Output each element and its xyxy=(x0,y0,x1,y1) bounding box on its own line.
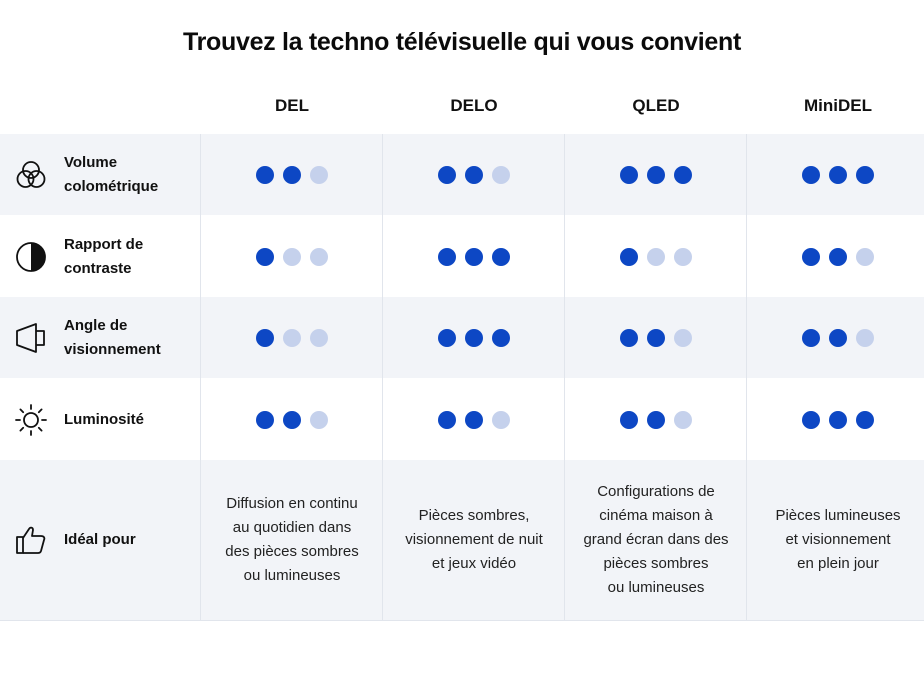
rating-dot-filled xyxy=(802,166,820,184)
rating-dot-filled xyxy=(829,329,847,347)
rating-dot-empty xyxy=(283,329,301,347)
row-label-cell xyxy=(0,460,200,620)
color-volume-icon xyxy=(14,158,48,192)
comparison-row-brightness xyxy=(0,379,924,460)
ideal-text: Pièces sombres, visionnement de nuit et jeux vidéo xyxy=(405,507,543,572)
table-bottom-border xyxy=(0,620,924,621)
rating-dot-empty xyxy=(310,166,328,184)
comparison-row-color-volume xyxy=(0,134,924,215)
rating-dots xyxy=(256,248,328,266)
rating-dots xyxy=(438,411,510,429)
rating-cell xyxy=(201,297,383,378)
ideal-cell-del xyxy=(201,460,383,620)
contrast-icon xyxy=(14,240,48,274)
rating-dot-filled xyxy=(674,166,692,184)
rating-dot-filled xyxy=(620,411,638,429)
rating-dot-filled xyxy=(856,166,874,184)
rating-dot-filled xyxy=(438,248,456,266)
rating-cell xyxy=(747,379,924,460)
column-header-qled: QLED xyxy=(632,96,680,115)
rating-cell xyxy=(383,216,565,297)
row-label: Angle de visionnement xyxy=(64,316,161,358)
rating-dot-filled xyxy=(647,329,665,347)
rating-dot-filled xyxy=(465,329,483,347)
rating-dot-filled xyxy=(620,248,638,266)
rating-dots xyxy=(620,411,692,429)
rating-dot-filled xyxy=(256,166,274,184)
rating-dot-empty xyxy=(674,248,692,266)
column-divider xyxy=(382,134,383,620)
row-label-cell xyxy=(0,134,200,215)
rating-dot-empty xyxy=(647,248,665,266)
comparison-row-contrast xyxy=(0,216,924,297)
column-header-delo: DELO xyxy=(450,96,498,115)
row-label: Volume colométrique xyxy=(64,153,159,195)
rating-dot-empty xyxy=(674,329,692,347)
rating-cell xyxy=(565,379,747,460)
row-label-cell xyxy=(0,297,200,378)
rating-dot-filled xyxy=(283,411,301,429)
rating-dot-filled xyxy=(620,329,638,347)
column-divider xyxy=(200,134,201,620)
column-divider xyxy=(746,134,747,620)
rating-dot-filled xyxy=(492,248,510,266)
rating-dot-filled xyxy=(802,248,820,266)
rating-dots xyxy=(802,166,874,184)
rating-cell xyxy=(747,216,924,297)
rating-cell xyxy=(201,216,383,297)
rating-cell xyxy=(747,297,924,378)
rating-cell xyxy=(383,134,565,215)
rating-dot-filled xyxy=(802,411,820,429)
rating-dots xyxy=(802,411,874,429)
rating-dot-empty xyxy=(856,329,874,347)
rating-dots xyxy=(620,248,692,266)
ideal-cell-minidel xyxy=(747,460,924,620)
rating-dots xyxy=(438,248,510,266)
rating-dots xyxy=(438,329,510,347)
column-header-del: DEL xyxy=(275,96,309,115)
rating-dot-empty xyxy=(492,166,510,184)
rating-cell xyxy=(747,134,924,215)
row-label: Luminosité xyxy=(64,410,145,428)
ideal-text: Pièces lumineuses et visionnement en plein jour xyxy=(775,507,901,572)
rating-dot-filled xyxy=(283,166,301,184)
rating-dot-empty xyxy=(310,248,328,266)
rating-cell xyxy=(383,379,565,460)
rating-cell xyxy=(201,134,383,215)
rating-dot-filled xyxy=(647,411,665,429)
viewing-angle-icon xyxy=(14,321,48,355)
rating-dot-empty xyxy=(283,248,301,266)
rating-dots xyxy=(620,329,692,347)
rating-dots xyxy=(256,411,328,429)
brightness-icon xyxy=(14,403,48,437)
rating-dot-filled xyxy=(256,411,274,429)
rating-dot-filled xyxy=(465,166,483,184)
rating-dot-filled xyxy=(829,411,847,429)
column-header-minidel: MiniDEL xyxy=(804,96,872,115)
rating-dot-filled xyxy=(802,329,820,347)
rating-dot-filled xyxy=(465,248,483,266)
rating-cell xyxy=(565,134,747,215)
rating-dot-filled xyxy=(647,166,665,184)
rating-dot-filled xyxy=(856,411,874,429)
rating-dot-filled xyxy=(438,329,456,347)
rating-dot-empty xyxy=(310,329,328,347)
row-label: Idéal pour xyxy=(64,531,136,548)
rating-dot-filled xyxy=(492,329,510,347)
rating-cell xyxy=(565,216,747,297)
column-divider xyxy=(564,134,565,620)
ideal-text: Diffusion en continu au quotidien dans des pièces sombres ou lumineuses xyxy=(225,495,359,584)
rating-dot-empty xyxy=(492,411,510,429)
rating-dot-filled xyxy=(256,248,274,266)
rating-dots xyxy=(620,166,692,184)
rating-dots xyxy=(438,166,510,184)
rating-dots xyxy=(256,329,328,347)
comparison-row-viewing-angle xyxy=(0,297,924,378)
comparison-row-ideal-for xyxy=(0,460,924,620)
rating-dot-empty xyxy=(856,248,874,266)
ideal-cell-delo xyxy=(383,460,565,620)
rating-dot-filled xyxy=(438,166,456,184)
page-title: Trouvez la techno télévisuelle qui vous convient xyxy=(183,28,741,56)
rating-dot-filled xyxy=(438,411,456,429)
rating-dots xyxy=(256,166,328,184)
rating-dot-empty xyxy=(310,411,328,429)
ideal-cell-qled xyxy=(565,460,747,620)
row-label-cell xyxy=(0,379,200,460)
row-label-cell xyxy=(0,216,200,297)
rating-cell xyxy=(383,297,565,378)
rating-dot-filled xyxy=(620,166,638,184)
rating-dot-filled xyxy=(465,411,483,429)
thumbs-up-icon xyxy=(14,523,48,557)
rating-dot-filled xyxy=(256,329,274,347)
rating-dots xyxy=(802,248,874,266)
row-label: Rapport de contraste xyxy=(64,235,144,277)
rating-dot-filled xyxy=(829,248,847,266)
rating-cell xyxy=(565,297,747,378)
column-header-row xyxy=(0,90,924,134)
rating-dot-filled xyxy=(829,166,847,184)
rating-cell xyxy=(201,379,383,460)
rating-dot-empty xyxy=(674,411,692,429)
ideal-text: Configurations de cinéma maison à grand écran dans des pièces sombres ou lumineuses xyxy=(583,483,729,596)
rating-dots xyxy=(802,329,874,347)
